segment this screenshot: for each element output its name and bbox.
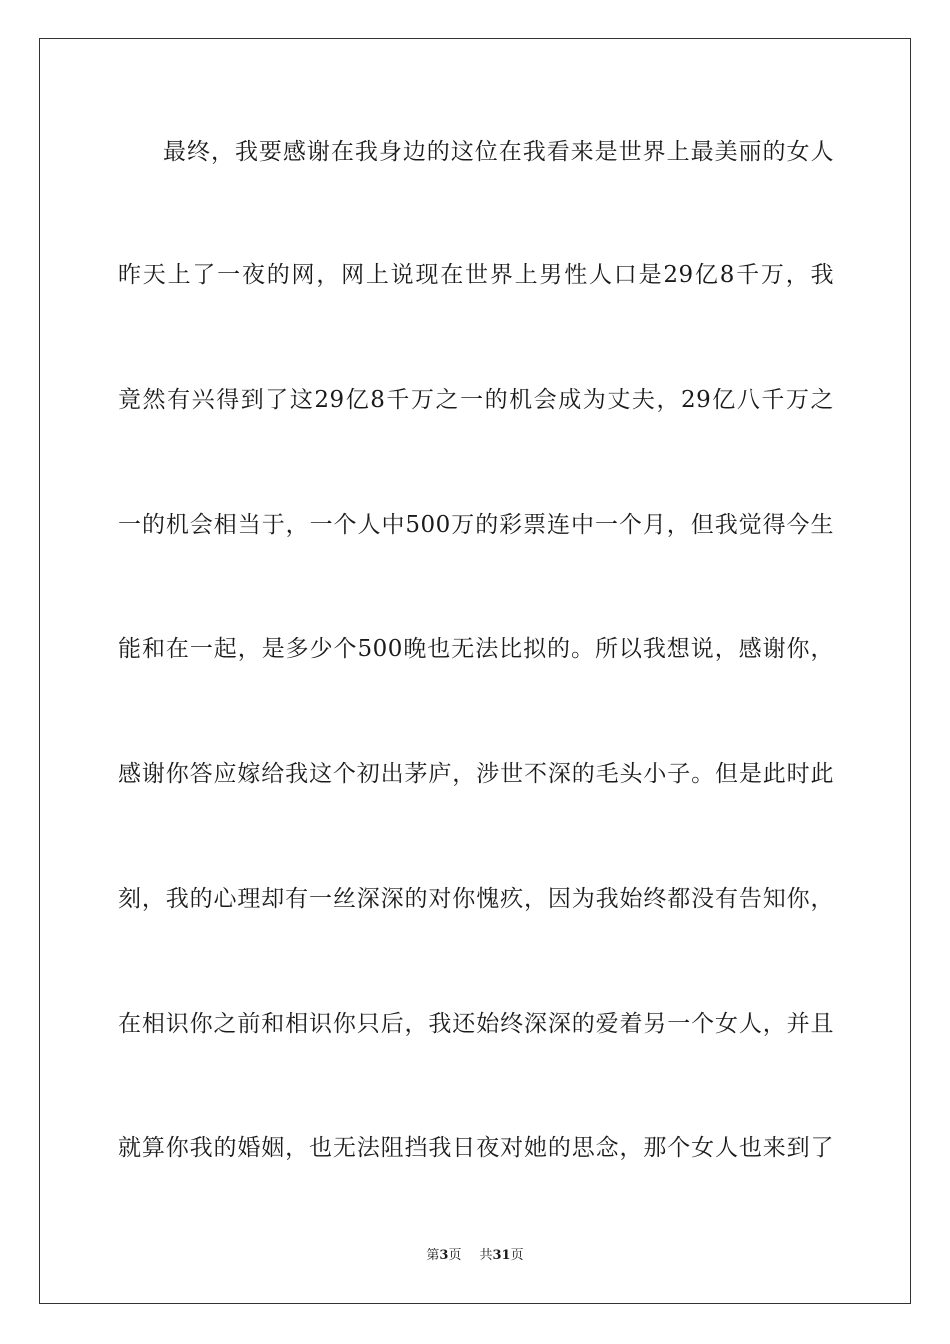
total-prefix: 共 bbox=[479, 1248, 493, 1263]
total-pages: 31 bbox=[492, 1248, 511, 1263]
page-footer bbox=[0, 1247, 950, 1265]
page-suffix: 页 bbox=[448, 1248, 462, 1263]
body-line-3: 竟然有兴得到了这29亿8千万之一的机会成为丈夫，29亿八千万之 bbox=[118, 387, 834, 413]
body-line-7: 刻，我的心理却有一丝深深的对你愧疚，因为我始终都没有告知你， bbox=[118, 886, 834, 912]
body-line-6: 感谢你答应嫁给我这个初出茅庐，涉世不深的毛头小子。但是此时此 bbox=[118, 761, 834, 787]
body-line-2: 昨天上了一夜的网，网上说现在世界上男性人口是29亿8千万，我 bbox=[118, 262, 834, 288]
total-suffix: 页 bbox=[510, 1248, 524, 1263]
body-line-8: 在相识你之前和相识你只后，我还始终深深的爱着另一个女人，并且 bbox=[118, 1011, 834, 1037]
page-prefix: 第 bbox=[426, 1248, 440, 1263]
body-line-4: 一的机会相当于，一个人中500万的彩票连中一个月，但我觉得今生 bbox=[118, 512, 834, 538]
page-border bbox=[39, 38, 911, 1304]
body-line-5: 能和在一起，是多少个500晚也无法比拟的。所以我想说，感谢你， bbox=[118, 636, 834, 662]
body-line-9: 就算你我的婚姻，也无法阻挡我日夜对她的思念，那个女人也来到了 bbox=[118, 1135, 834, 1161]
body-line-1: 最终，我要感谢在我身边的这位在我看来是世界上最美丽的女人 bbox=[163, 139, 834, 165]
page-number: 3 bbox=[439, 1248, 449, 1263]
